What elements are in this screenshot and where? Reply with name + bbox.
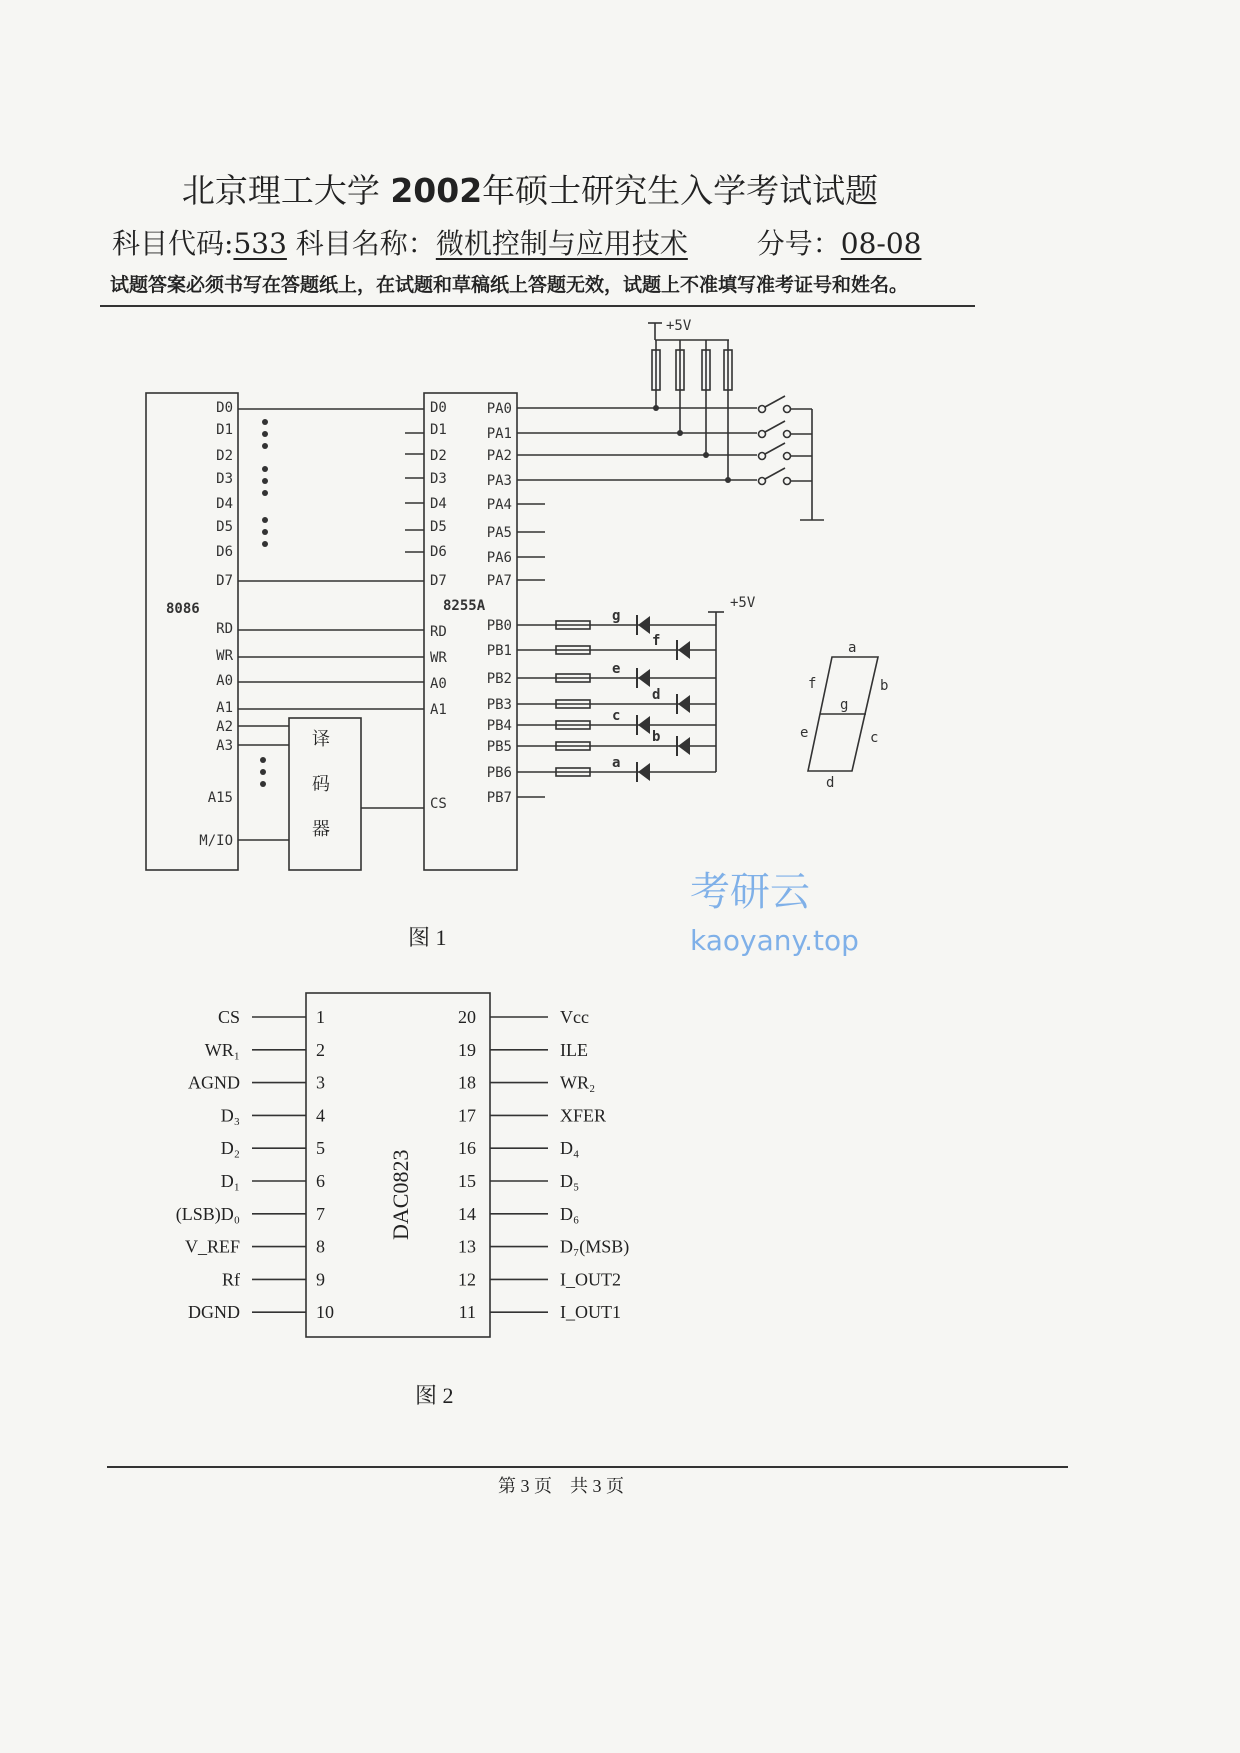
subject-name-label: 科目名称： [295, 227, 436, 260]
display-segment-label: e [800, 725, 809, 741]
led-icon [638, 763, 650, 781]
dac-pin-name: Vcc [560, 1007, 589, 1027]
dac-pin-number: 8 [316, 1236, 325, 1257]
ellipsis-dot [262, 431, 268, 437]
junction-dot [703, 452, 709, 458]
display-segment-label: a [848, 640, 857, 656]
dac-pin-name: CS [217, 1007, 240, 1027]
pa-pin-label: PA5 [486, 525, 512, 541]
ellipsis-dot [262, 541, 268, 547]
pa-pin-label: PA1 [486, 426, 512, 442]
cpu-pin-label: D5 [216, 519, 233, 535]
switch-contact [759, 406, 766, 413]
dac-pin-name: WR₁ [204, 1039, 240, 1060]
switch-contact [759, 453, 766, 460]
dac-pin-number: 3 [316, 1072, 325, 1093]
switch-contact [784, 431, 791, 438]
dac-pin-number: 14 [458, 1203, 476, 1224]
title-rest: 年硕士研究生入学考试试题 [482, 171, 879, 210]
pa-pin-label: PA0 [486, 401, 512, 417]
dac-pin-number: 16 [458, 1138, 476, 1159]
ppi-pin-label: CS [430, 796, 447, 812]
pa-pin-label: PA6 [486, 550, 512, 566]
pb-pin-label: PB4 [486, 718, 512, 734]
dac-pin-number: 20 [458, 1007, 476, 1027]
ellipsis-dot [260, 781, 266, 787]
ppi-pin-label: D1 [430, 422, 447, 438]
ellipsis-dot [262, 466, 268, 472]
dac-pin-number: 9 [316, 1269, 325, 1290]
dac-pin-name: XFER [560, 1105, 607, 1126]
dac-pin-number: 4 [316, 1105, 325, 1126]
ppi-pin-label: A1 [430, 702, 447, 718]
dac-pin-number: 17 [458, 1105, 476, 1126]
display-segment-label: g [840, 697, 849, 713]
cpu-pin-label: D0 [216, 400, 233, 416]
cpu-label: 8086 [166, 601, 200, 617]
school-name: 北京理工大学 [181, 171, 380, 210]
exam-year: 2002 [390, 171, 483, 210]
switch-contact [759, 431, 766, 438]
dac-pin-number: 13 [458, 1236, 476, 1257]
watermark-url: kaoyany.top [690, 924, 859, 957]
ppi-pin-label: D5 [430, 519, 447, 535]
display-segment-label: f [808, 676, 817, 692]
pa-pin-label: PA4 [486, 497, 512, 513]
switch-lever [765, 396, 785, 407]
dac-pin-name: V_REF [184, 1236, 240, 1257]
pa-pin-label: PA2 [486, 448, 512, 464]
dac-chip-label: DAC0823 [388, 1149, 413, 1240]
ppi-pin-label: A0 [430, 676, 447, 692]
led-segment-label: a [612, 755, 621, 771]
display-segment-label: b [880, 678, 889, 694]
cpu-pin-label: D1 [216, 422, 233, 438]
junction-dot [725, 477, 731, 483]
dac-pin-name: DGND [188, 1302, 240, 1323]
dac-pin-number: 15 [458, 1171, 476, 1191]
switch-contact [759, 478, 766, 485]
pa-pin-label: PA7 [486, 573, 512, 589]
decoder-char: 器 [312, 819, 330, 839]
cpu-pin-label: D7 [216, 573, 233, 589]
cpu-pin-label: A15 [207, 790, 233, 806]
subject-code: 533 [233, 227, 287, 260]
ppi-pin-label: D4 [430, 496, 447, 512]
led-segment-label: b [652, 729, 661, 745]
part-number: 08-08 [840, 227, 922, 260]
dac-pin-number: 7 [316, 1203, 325, 1224]
led-segment-label: g [612, 608, 621, 624]
dac-pin-name: WR₂ [560, 1072, 596, 1093]
dac-pin-name: D₄ [560, 1138, 580, 1159]
dac-pin-number: 2 [316, 1039, 325, 1060]
dac-pin-name: Rf [222, 1269, 240, 1290]
ellipsis-dot [260, 757, 266, 763]
ppi-label: 8255A [443, 598, 486, 614]
dac-pin-number: 12 [458, 1269, 476, 1290]
switch-lever [765, 468, 785, 479]
cpu-pin-label: WR [216, 648, 233, 664]
led-segment-label: f [652, 633, 661, 649]
ellipsis-dot [260, 769, 266, 775]
switch-contact [784, 478, 791, 485]
pb-pin-label: PB3 [486, 697, 512, 713]
exam-notice: 试题答案必须书写在答题纸上，在试题和草稿纸上答题无效，试题上不准填写准考证号和姓名。 [110, 274, 909, 296]
ppi-pin-label: RD [430, 624, 447, 640]
subject-name: 微机控制与应用技术 [435, 227, 688, 260]
pb-pin-label: PB1 [486, 643, 512, 659]
cpu-pin-label: A3 [216, 738, 233, 754]
vcc-led-label: +5V [730, 595, 756, 611]
ppi-pin-label: D6 [430, 544, 447, 560]
ellipsis-dot [262, 517, 268, 523]
cpu-pin-label: A1 [216, 700, 233, 716]
dac-pin-number: 11 [458, 1302, 476, 1323]
ellipsis-dot [262, 443, 268, 449]
led-icon [638, 616, 650, 634]
pb-pin-label: PB2 [486, 671, 512, 687]
switch-contact [784, 453, 791, 460]
led-icon [638, 669, 650, 687]
ellipsis-dot [262, 490, 268, 496]
subject-code-label: 科目代码: [112, 227, 234, 260]
cpu-pin-label: D4 [216, 496, 233, 512]
led-segment-label: c [612, 708, 621, 724]
ppi-pin-label: D7 [430, 573, 447, 589]
led-segment-label: d [652, 687, 661, 703]
dac-pin-name: ILE [560, 1039, 588, 1060]
figure1-caption: 图 1 [408, 925, 447, 950]
pa-pin-label: PA3 [486, 473, 512, 489]
dac-pin-number: 1 [316, 1007, 325, 1027]
led-icon [678, 641, 690, 659]
ppi-pin-label: WR [430, 650, 447, 666]
cpu-pin-label: M/IO [199, 833, 233, 849]
display-segment-label: c [870, 730, 879, 746]
display-segment-label: d [826, 775, 835, 791]
decoder-char: 码 [312, 774, 330, 794]
ppi-pin-label: D2 [430, 448, 447, 464]
dac-pin-name: AGND [188, 1072, 240, 1093]
dac-pin-name: I_OUT2 [560, 1269, 621, 1290]
dac-pin-name: D₁ [220, 1171, 240, 1191]
dac-pin-number: 18 [458, 1072, 476, 1093]
cpu-pin-label: A2 [216, 719, 233, 735]
dac-pin-name: D₇(MSB) [560, 1236, 630, 1257]
page-number: 第 3 页 共 3 页 [498, 1476, 624, 1496]
figure-1 [146, 318, 888, 870]
cpu-pin-label: D3 [216, 471, 233, 487]
dac-pin-number: 5 [316, 1138, 325, 1159]
dac-pin-name: (LSB)D₀ [175, 1203, 240, 1224]
cpu-pin-label: A0 [216, 673, 233, 689]
cpu-pin-label: D2 [216, 448, 233, 464]
pb-pin-label: PB0 [486, 618, 512, 634]
dac-pin-name: D₅ [560, 1171, 580, 1191]
led-segment-label: e [612, 661, 621, 677]
dac-pin-name: I_OUT1 [560, 1302, 621, 1323]
led-icon [678, 737, 690, 755]
pb-pin-label: PB7 [486, 790, 512, 806]
pb-pin-label: PB5 [486, 739, 512, 755]
switch-lever [765, 443, 785, 454]
switch-contact [784, 406, 791, 413]
ellipsis-dot [262, 419, 268, 425]
decoder-char: 译 [312, 729, 330, 749]
junction-dot [653, 405, 659, 411]
led-icon [678, 695, 690, 713]
ppi-pin-label: D3 [430, 471, 447, 487]
junction-dot [677, 430, 683, 436]
watermark-cn: 考研云 [690, 869, 810, 915]
pb-pin-label: PB6 [486, 765, 512, 781]
ppi-pin-label: D0 [430, 400, 447, 416]
cpu-pin-label: D6 [216, 544, 233, 560]
dac-pin-name: D₆ [560, 1203, 580, 1224]
dac-pin-name: D₃ [220, 1105, 240, 1126]
dac-pin-name: D₂ [220, 1138, 240, 1159]
vcc-top-label: +5V [666, 318, 692, 334]
dac-pin-number: 19 [458, 1039, 476, 1060]
part-label: 分号： [756, 227, 841, 260]
dac-pin-number: 6 [316, 1171, 325, 1191]
led-icon [638, 716, 650, 734]
switch-lever [765, 421, 785, 432]
figure2-caption: 图 2 [415, 1383, 454, 1408]
ellipsis-dot [262, 529, 268, 535]
dac-pin-number: 10 [316, 1302, 334, 1323]
ellipsis-dot [262, 478, 268, 484]
cpu-pin-label: RD [216, 621, 233, 637]
